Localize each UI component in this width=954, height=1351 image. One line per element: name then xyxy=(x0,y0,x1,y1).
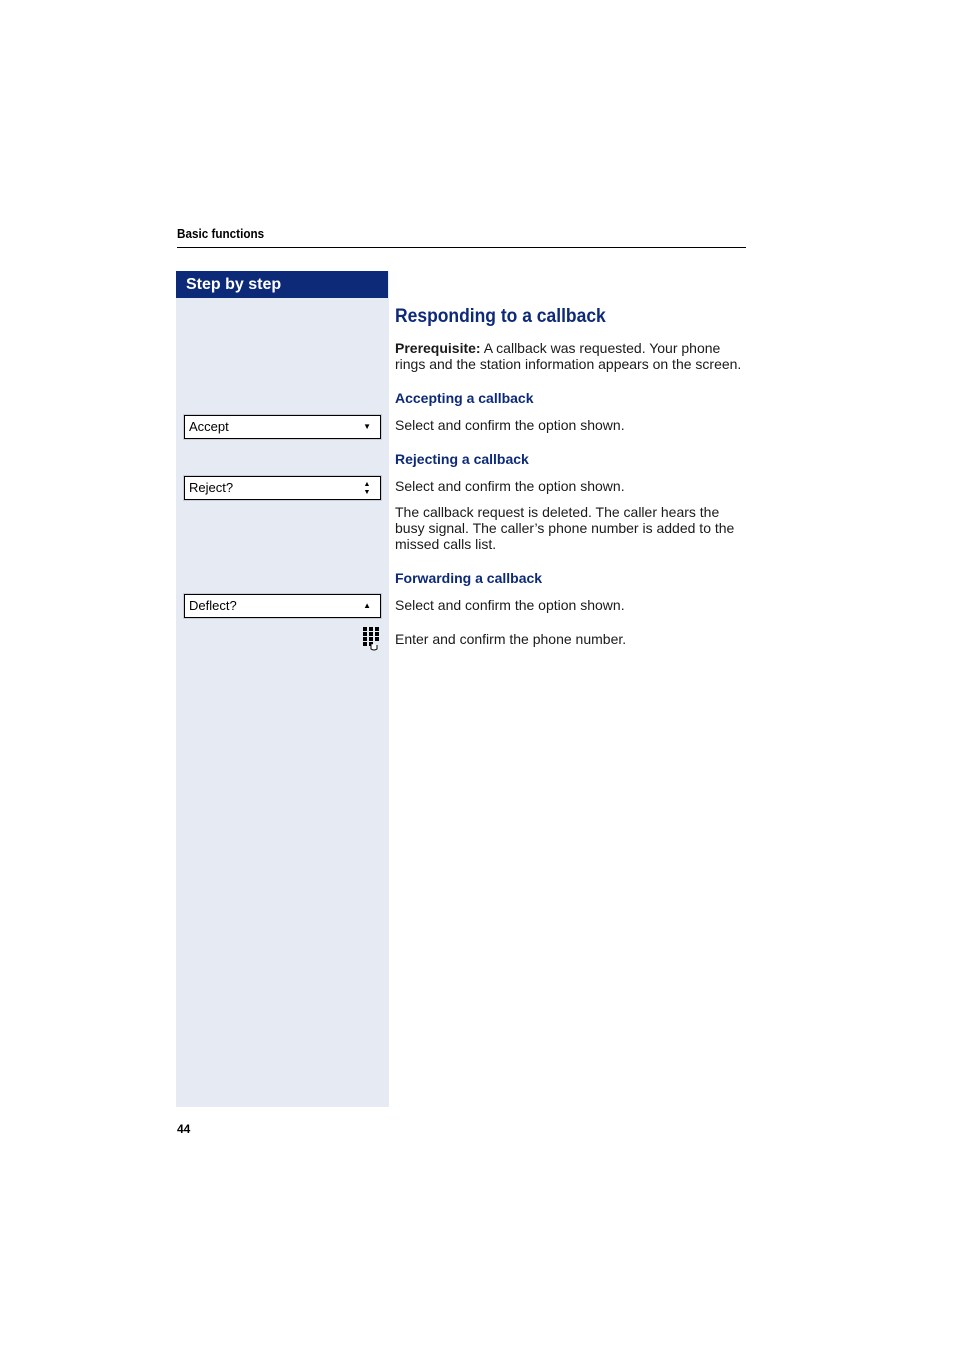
prerequisite-label: Prerequisite: xyxy=(395,340,481,356)
prerequisite-text: A callback was requested. Your phone rings and the station information appears on the screen. xyxy=(395,340,742,372)
keypad-icon xyxy=(362,627,380,651)
heading-accepting: Accepting a callback xyxy=(395,390,534,406)
display-accept xyxy=(184,415,381,439)
arrow-down-icon: ▼ xyxy=(363,422,371,431)
step-rejecting: Select and confirm the option shown. xyxy=(395,478,625,494)
step-forwarding-number: Enter and confirm the phone number. xyxy=(395,631,627,647)
display-reject xyxy=(184,476,381,500)
arrow-updown-icon: ▲ ▼ xyxy=(363,481,371,496)
heading-rejecting: Rejecting a callback xyxy=(395,451,529,467)
note-rejecting: The callback request is deleted. The caller hears the busy signal. The caller’s phone number is added to the missed calls list. xyxy=(395,504,735,552)
display-accept-label: Accept xyxy=(189,419,229,434)
header-divider xyxy=(177,247,746,248)
step-by-step-column xyxy=(176,271,389,1107)
page-number: 44 xyxy=(177,1122,191,1136)
display-deflect-label: Deflect? xyxy=(189,598,237,613)
prerequisite-paragraph xyxy=(395,340,750,372)
display-deflect xyxy=(184,594,381,618)
step-accepting: Select and confirm the option shown. xyxy=(395,417,625,433)
section-header: Basic functions xyxy=(177,226,265,241)
step-forwarding: Select and confirm the option shown. xyxy=(395,597,625,613)
display-reject-label: Reject? xyxy=(189,480,234,495)
step-by-step-title: Step by step xyxy=(176,271,388,298)
page-title: Responding to a callback xyxy=(395,306,606,327)
arrow-up-icon: ▲ xyxy=(363,601,371,610)
heading-forwarding: Forwarding a callback xyxy=(395,570,543,586)
